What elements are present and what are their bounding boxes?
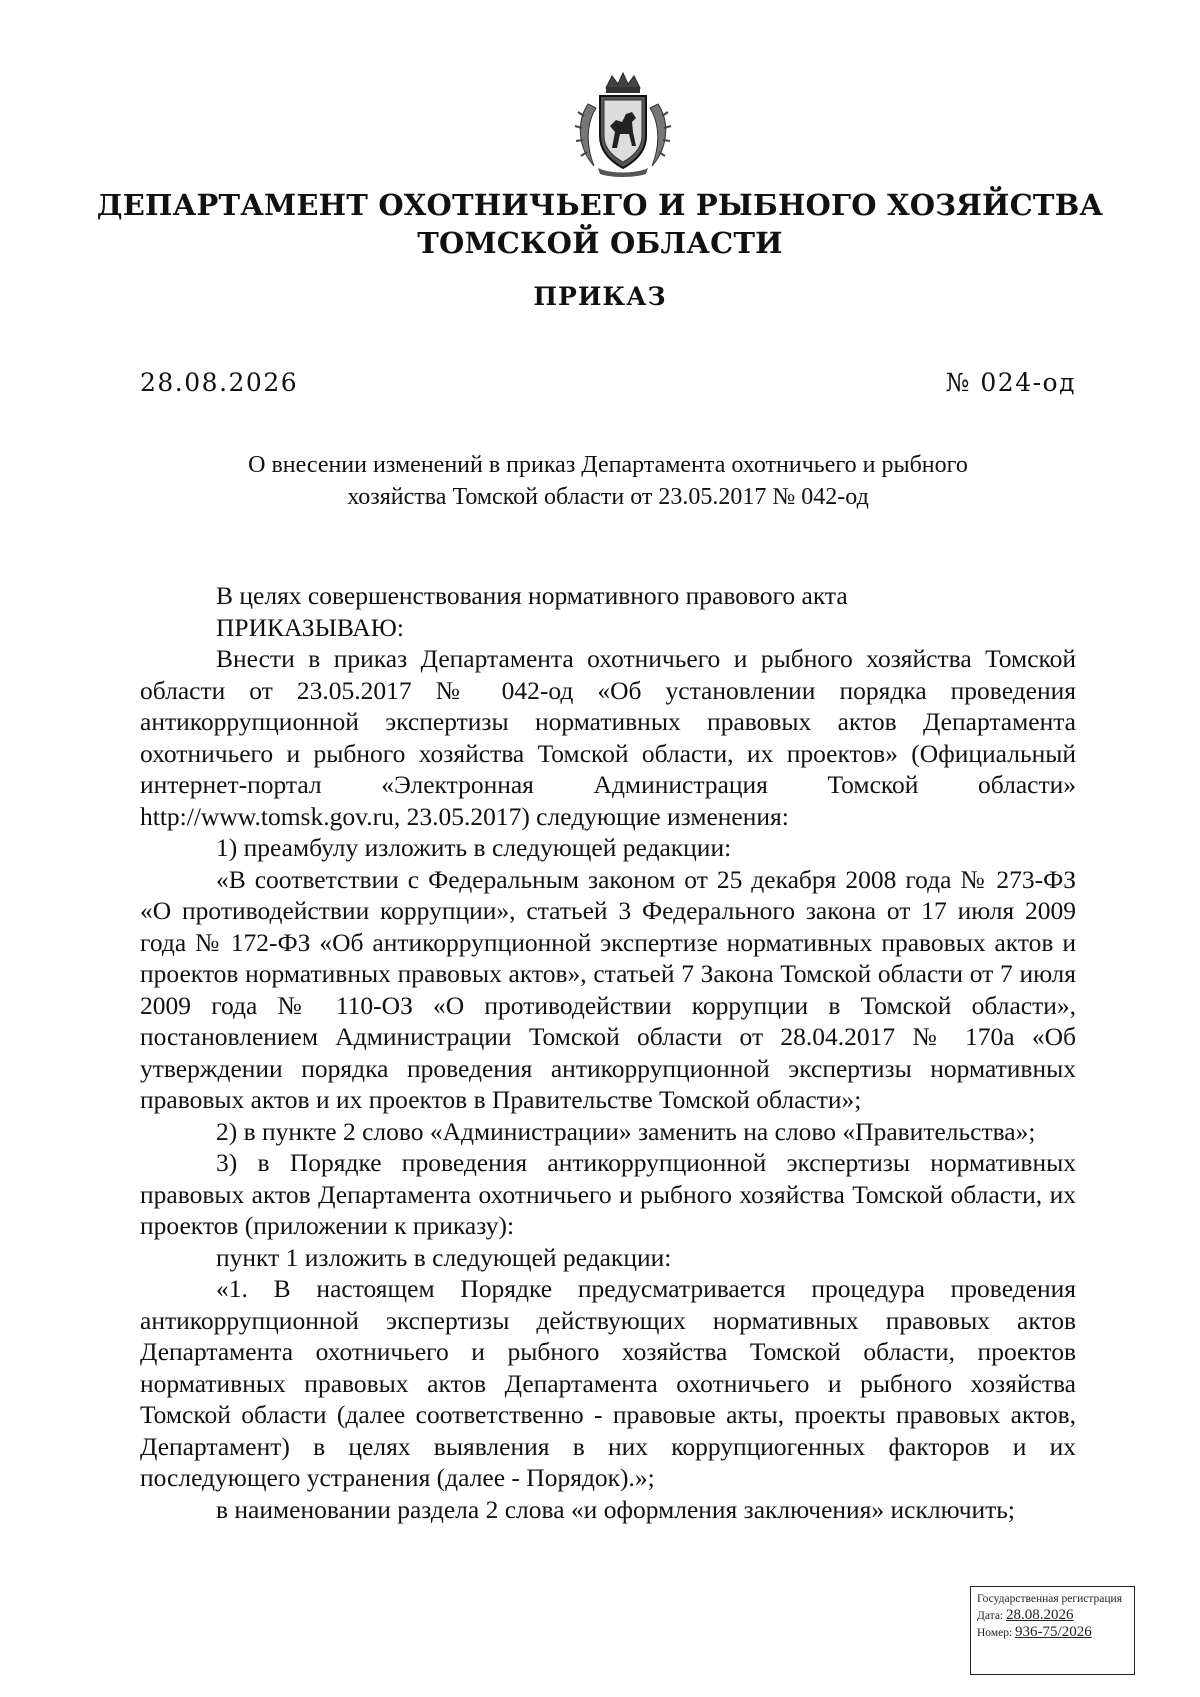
document-body <box>140 580 1076 1525</box>
subject-line2: хозяйства Томской области от 23.05.2017 № 042-од <box>347 484 869 510</box>
stamp-title: Государственная регистрация <box>977 1593 1122 1605</box>
paragraph-section-2: в наименовании раздела 2 слова «и оформления заключения» исключить; <box>216 1494 1016 1524</box>
stamp-number-label: Номер: <box>977 1627 1013 1639</box>
paragraph-new-preamble: «В соответствии с Федеральным законом от 25 декабря 2008 года № 273-ФЗ «О противодействии коррупции», статьей 3 Федерального закона от 17 июля 2009 года № 172-ФЗ «Об антикоррупционной экспертизе нормативных правовых актов и проектов нормативных правовых актов», статьей 7 Закона Томской области от 7 июля 2009 года № 110-ОЗ «О противодействии коррупции в Томской области», постановлением Администрации Томской области от 28.04.2017 № 170а «Об утверждении порядка проведения антикоррупционной экспертизы нормативных правовых актов и их проектов в Правительстве Томской области»; <box>140 864 1076 1114</box>
document-number: № 024-од <box>945 368 1076 397</box>
paragraph-preamble: В целях совершенствования нормативного правового акта <box>216 581 848 610</box>
paragraph-item-1: 1) преамбулу изложить в следующей редакции: <box>216 833 732 862</box>
document-type: ПРИКАЗ <box>533 282 667 311</box>
paragraph-item-2: 2) в пункте 2 слово «Администрации» заменить на слово «Правительства»; <box>216 1116 1036 1146</box>
document-subject <box>140 449 1076 513</box>
stamp-number-value: 936-75/2026 <box>1015 1624 1092 1640</box>
organization-name <box>0 186 1200 262</box>
paragraph-point-1-intro: пункт 1 изложить в следующей редакции: <box>216 1242 672 1272</box>
coat-of-arms-icon <box>570 70 676 178</box>
stamp-date-value: 28.08.2026 <box>1006 1607 1074 1623</box>
paragraph-item-3: 3) в Порядке проведения антикоррупционной экспертизы нормативных правовых актов Департамента охотничьего и рыбного хозяйства Томской области, их проектов (приложении к приказу): <box>140 1148 1076 1240</box>
paragraph-main-change: Внести в приказ Департамента охотничьего и рыбного хозяйства Томской области от 23.05.2017 № 042-од «Об установлении порядка проведения антикоррупционной экспертизы нормативных правовых актов Департамента охотничьего и рыбного хозяйства Томской области, их проектов» (Официальный интернет-портал «Электронная Администрация Томской области» http://www.tomsk.gov.ru, 23.05.2017) следующие изменения: <box>140 644 1076 831</box>
stamp-date-label: Дата: <box>977 1610 1004 1622</box>
registration-stamp <box>970 1586 1135 1675</box>
paragraph-order-word: ПРИКАЗЫВАЮ: <box>216 612 404 642</box>
document-date: 28.08.2026 <box>140 368 299 397</box>
paragraph-point-1-text: «1. В настоящем Порядке предусматривается процедура проведения антикоррупционной экспертизы действующих нормативных правовых актов Департамента охотничьего и рыбного хозяйства Томской области, проектов нормативных правовых актов Департамента охотничьего и рыбного хозяйства Томской области (далее соответственно - правовые акты, проекты правовых актов, Департамент) в целях выявления в них коррупциогенных факторов и их последующего устранения (далее - Порядок).»; <box>140 1274 1076 1492</box>
subject-line1: О внесении изменений в приказ Департамента охотничьего и рыбного <box>248 452 968 478</box>
organization-name-line1: ДЕПАРТАМЕНТ ОХОТНИЧЬЕГО И РЫБНОГО ХОЗЯЙСТВА <box>96 188 1104 222</box>
organization-name-line2: ТОМСКОЙ ОБЛАСТИ <box>417 226 783 260</box>
